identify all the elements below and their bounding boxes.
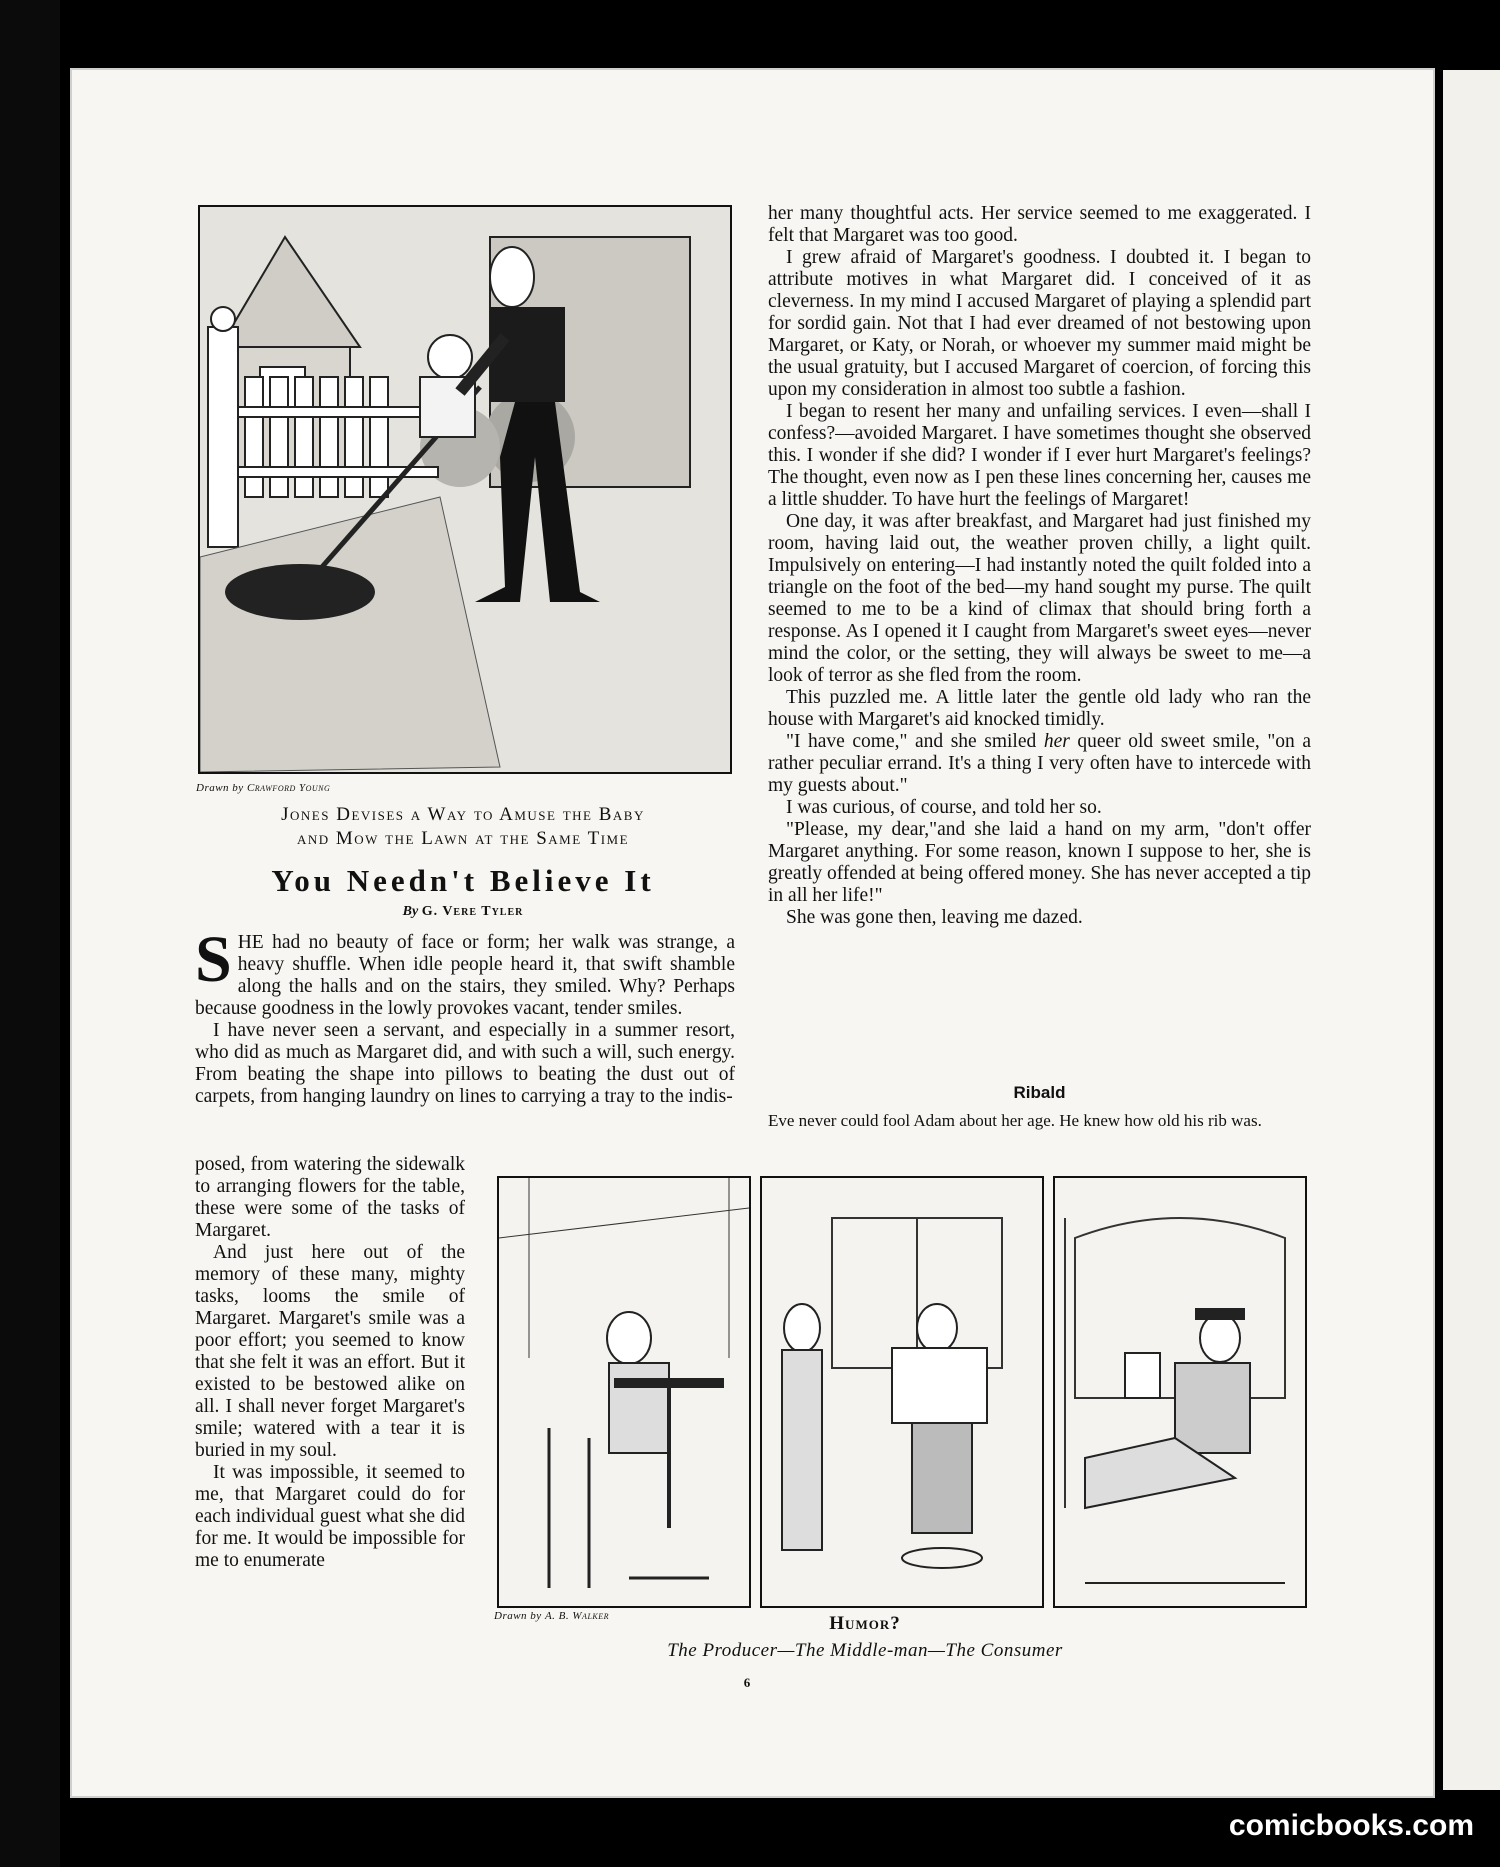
article-paragraph-2-cont: posed, from watering the sidewalk to arranging flowers for the table, these were some of the tasks of Margaret. xyxy=(195,1154,465,1241)
article-paragraph-10 xyxy=(768,731,1311,797)
article-paragraph-12: "Please, my dear,"and she laid a hand on my arm, "don't offer Margaret anything. For some reason, known I suppose to her, she is greatly offended at being offered money. She has never accepted a tip in all her life!" xyxy=(768,819,1311,906)
article-column-left-narrow xyxy=(195,1154,465,1572)
article-paragraph-2: I have never seen a servant, and especially in a summer resort, who did as much as Margaret did, and with such a will, such energy. From beating the shape into pillows to beating the dust out of carpets, from hanging laundry on lines to carrying a tray to the indis- xyxy=(195,1020,735,1107)
paragraph-10-part-a: "I have come," and she smiled xyxy=(786,731,1044,752)
producer-drawing xyxy=(499,1178,749,1606)
lawn-mower-drawing xyxy=(200,207,730,772)
article-paragraph-11: I was curious, of course, and told her so. xyxy=(786,797,1102,818)
comic-credit xyxy=(494,1610,609,1622)
caption-line-1: Jones Devises a Way to Amuse the Baby xyxy=(281,804,645,825)
article-paragraph-13: She was gone then, leaving me dazed. xyxy=(786,907,1083,928)
article-paragraph-5: her many thoughtful acts. Her service seemed to me exaggerated. I felt that Margaret was too good. xyxy=(768,203,1311,246)
article-paragraph-4: It was impossible, it seemed to me, that Margaret could do for each individual guest what she did for me. It would be impossible for me to enumerate xyxy=(195,1462,465,1571)
lawn-mower-illustration xyxy=(198,205,732,774)
credit-name: Crawford Young xyxy=(246,782,331,794)
drop-cap: S xyxy=(195,923,232,996)
article-paragraph-7: I began to resent her many and unfailing services. I even—shall I confess?—avoided Margaret. I have sometimes thought she observed this. I wonder if she did? I wonder if I ever hurt Margaret's feelings? The thought, even now as I pen these lines concerning her, causes me a little shudder. To have hurt the feelings of Margaret! xyxy=(768,401,1311,510)
article-paragraph-8: One day, it was after breakfast, and Margaret had just finished my room, having laid out, the weather proven chilly, a light quilt. Impulsively on entering—I had instantly noted the quilt folded into a triangle on the foot of the bed—my hand sought my purse. The quilt seemed to me to be a kind of climax that should bring forth a response. As I opened it I caught from Margaret's sweet eyes—never mind the color, or the setting, they will always be sweet to me—a look of terror as she fled from the room. xyxy=(768,511,1311,686)
article-paragraph-6: I grew afraid of Margaret's goodness. I doubted it. I began to attribute motives in what Margaret did. I conceived of it as cleverness. In my mind I accused Margaret of playing a splendid part for sordid gain. Not that I had ever dreamed of not bestowing upon Margaret, or Katy, or Norah, or whoever my summer maid might be the usual gratuity, but I accused Margaret of coercion, of forcing this upon my consideration in almost too subtle a fashion. xyxy=(768,247,1311,400)
paragraph-10-part-b: queer old sweet smile, "on a rather peculiar errand. It's a thing I very often have to intercede with my guests about." xyxy=(768,731,1311,796)
comic-panel-middleman xyxy=(760,1176,1044,1608)
illustration-credit xyxy=(196,782,330,794)
adjacent-page-edge xyxy=(1443,70,1500,1790)
ribald-heading: Ribald xyxy=(1013,1083,1066,1102)
article-column-right xyxy=(768,203,1311,929)
comic-panel-consumer xyxy=(1053,1176,1307,1608)
site-watermark: comicbooks.com xyxy=(1228,1809,1474,1842)
article-column-left-top xyxy=(195,923,735,1108)
article-paragraph-1 xyxy=(195,923,735,1020)
paragraph-1-text: HE had no beauty of face or form; her walk was strange, a heavy shuffle. When idle people heard it, that swift shamble along the halls and on the stairs, they smiled. Why? Perhaps because goodness in the lowly provokes vacant, tender smiles. xyxy=(195,932,735,1019)
paragraph-10-emphasis: her xyxy=(1043,731,1070,752)
credit-prefix: Drawn by xyxy=(196,782,244,794)
middleman-drawing xyxy=(762,1178,1042,1606)
article-paragraph-3: And just here out of the memory of these many, mighty tasks, looms the smile of Margaret. Margaret's smile was a poor effort; you seemed to know that she felt it was an effort. But it existed to be bestowed alike on all. I shall never forget Margaret's smile; watered with a tear it is buried in my soul. xyxy=(195,1242,465,1461)
page-number: 6 xyxy=(743,1675,751,1690)
illustration-caption xyxy=(198,803,728,851)
caption-line-2: and Mow the Lawn at the Same Time xyxy=(296,828,630,849)
ribald-joke: Eve never could fool Adam about her age. He knew how old his rib was. xyxy=(768,1111,1262,1130)
comic-panel-producer xyxy=(497,1176,751,1608)
byline-author: G. Vere Tyler xyxy=(421,904,524,919)
article-title: You Needn't Believe It xyxy=(271,863,655,898)
scan-border-left xyxy=(0,0,60,1867)
consumer-drawing xyxy=(1055,1178,1305,1606)
comic-credit-prefix: Drawn by xyxy=(494,1610,542,1622)
article-byline xyxy=(198,904,728,920)
comic-subcaption: The Producer—The Middle-man—The Consumer xyxy=(667,1640,1063,1661)
byline-prefix: By xyxy=(402,904,419,919)
article-paragraph-9: This puzzled me. A little later the gentle old lady who ran the house with Margaret's aid knocked timidly. xyxy=(768,687,1311,730)
comic-caption: Humor? xyxy=(829,1613,901,1634)
comic-credit-name: A. B. Walker xyxy=(544,1610,609,1622)
